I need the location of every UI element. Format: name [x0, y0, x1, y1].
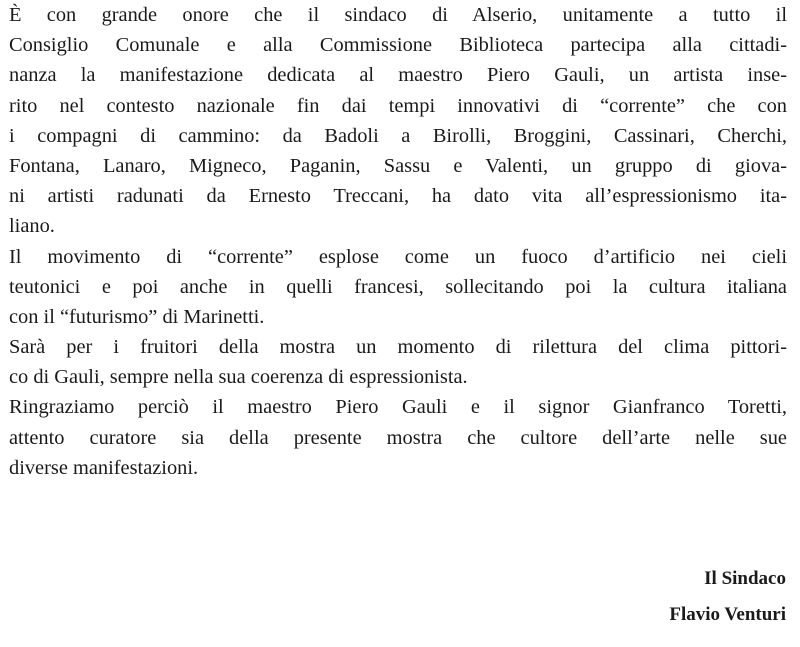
text-line: nanza la manifestazione dedicata al maestro Piero Gauli, un artista inse-	[9, 64, 787, 87]
text-line: diverse manifestazioni.	[9, 456, 199, 479]
text-line: i compagni di cammino: da Badoli a Birolli, Broggini, Cassinari, Cherchi,	[9, 124, 787, 147]
paragraph-movement	[9, 242, 787, 333]
text-line: rito nel contesto nazionale fin dai tempi innovativi di “corrente” che con	[9, 94, 787, 117]
paragraph-thanks	[9, 392, 787, 483]
text-line: Ringraziamo perciò il maestro Piero Gauli e il signor Gianfranco Toretti,	[9, 396, 787, 419]
text-line: con il “futurismo” di Marinetti.	[9, 305, 265, 328]
text-line: Sarà per i fruitori della mostra un momento di rilettura del clima pittori-	[9, 336, 787, 359]
text-line: Consiglio Comunale e alla Commissione Biblioteca partecipa alla cittadi-	[9, 34, 787, 57]
paragraph-intro	[9, 0, 787, 242]
paragraph-exhibition	[9, 332, 787, 392]
text-line: È con grande onore che il sindaco di Alserio, unitamente a tutto il	[9, 4, 787, 26]
signature-name: Flavio Venturi	[669, 604, 786, 625]
text-line: ni artisti radunati da Ernesto Treccani, ha dato vita all’espressionismo ita-	[9, 185, 787, 208]
text-line: Il movimento di “corrente” esplose come un fuoco d’artificio nei cieli	[9, 245, 787, 268]
text-line: Fontana, Lanaro, Migneco, Paganin, Sassu e Valenti, un gruppo di giova-	[9, 154, 787, 177]
text-line: liano.	[9, 215, 55, 238]
letter-body	[9, 0, 787, 483]
text-line: attento curatore sia della presente mostra che cultore dell’arte nelle sue	[9, 426, 787, 449]
text-line: co di Gauli, sempre nella sua coerenza di espressionista.	[9, 366, 468, 389]
signature-title: Il Sindaco	[704, 568, 786, 589]
text-line: teutonici e poi anche in quelli francesi, sollecitando poi la cultura italiana	[9, 275, 787, 298]
